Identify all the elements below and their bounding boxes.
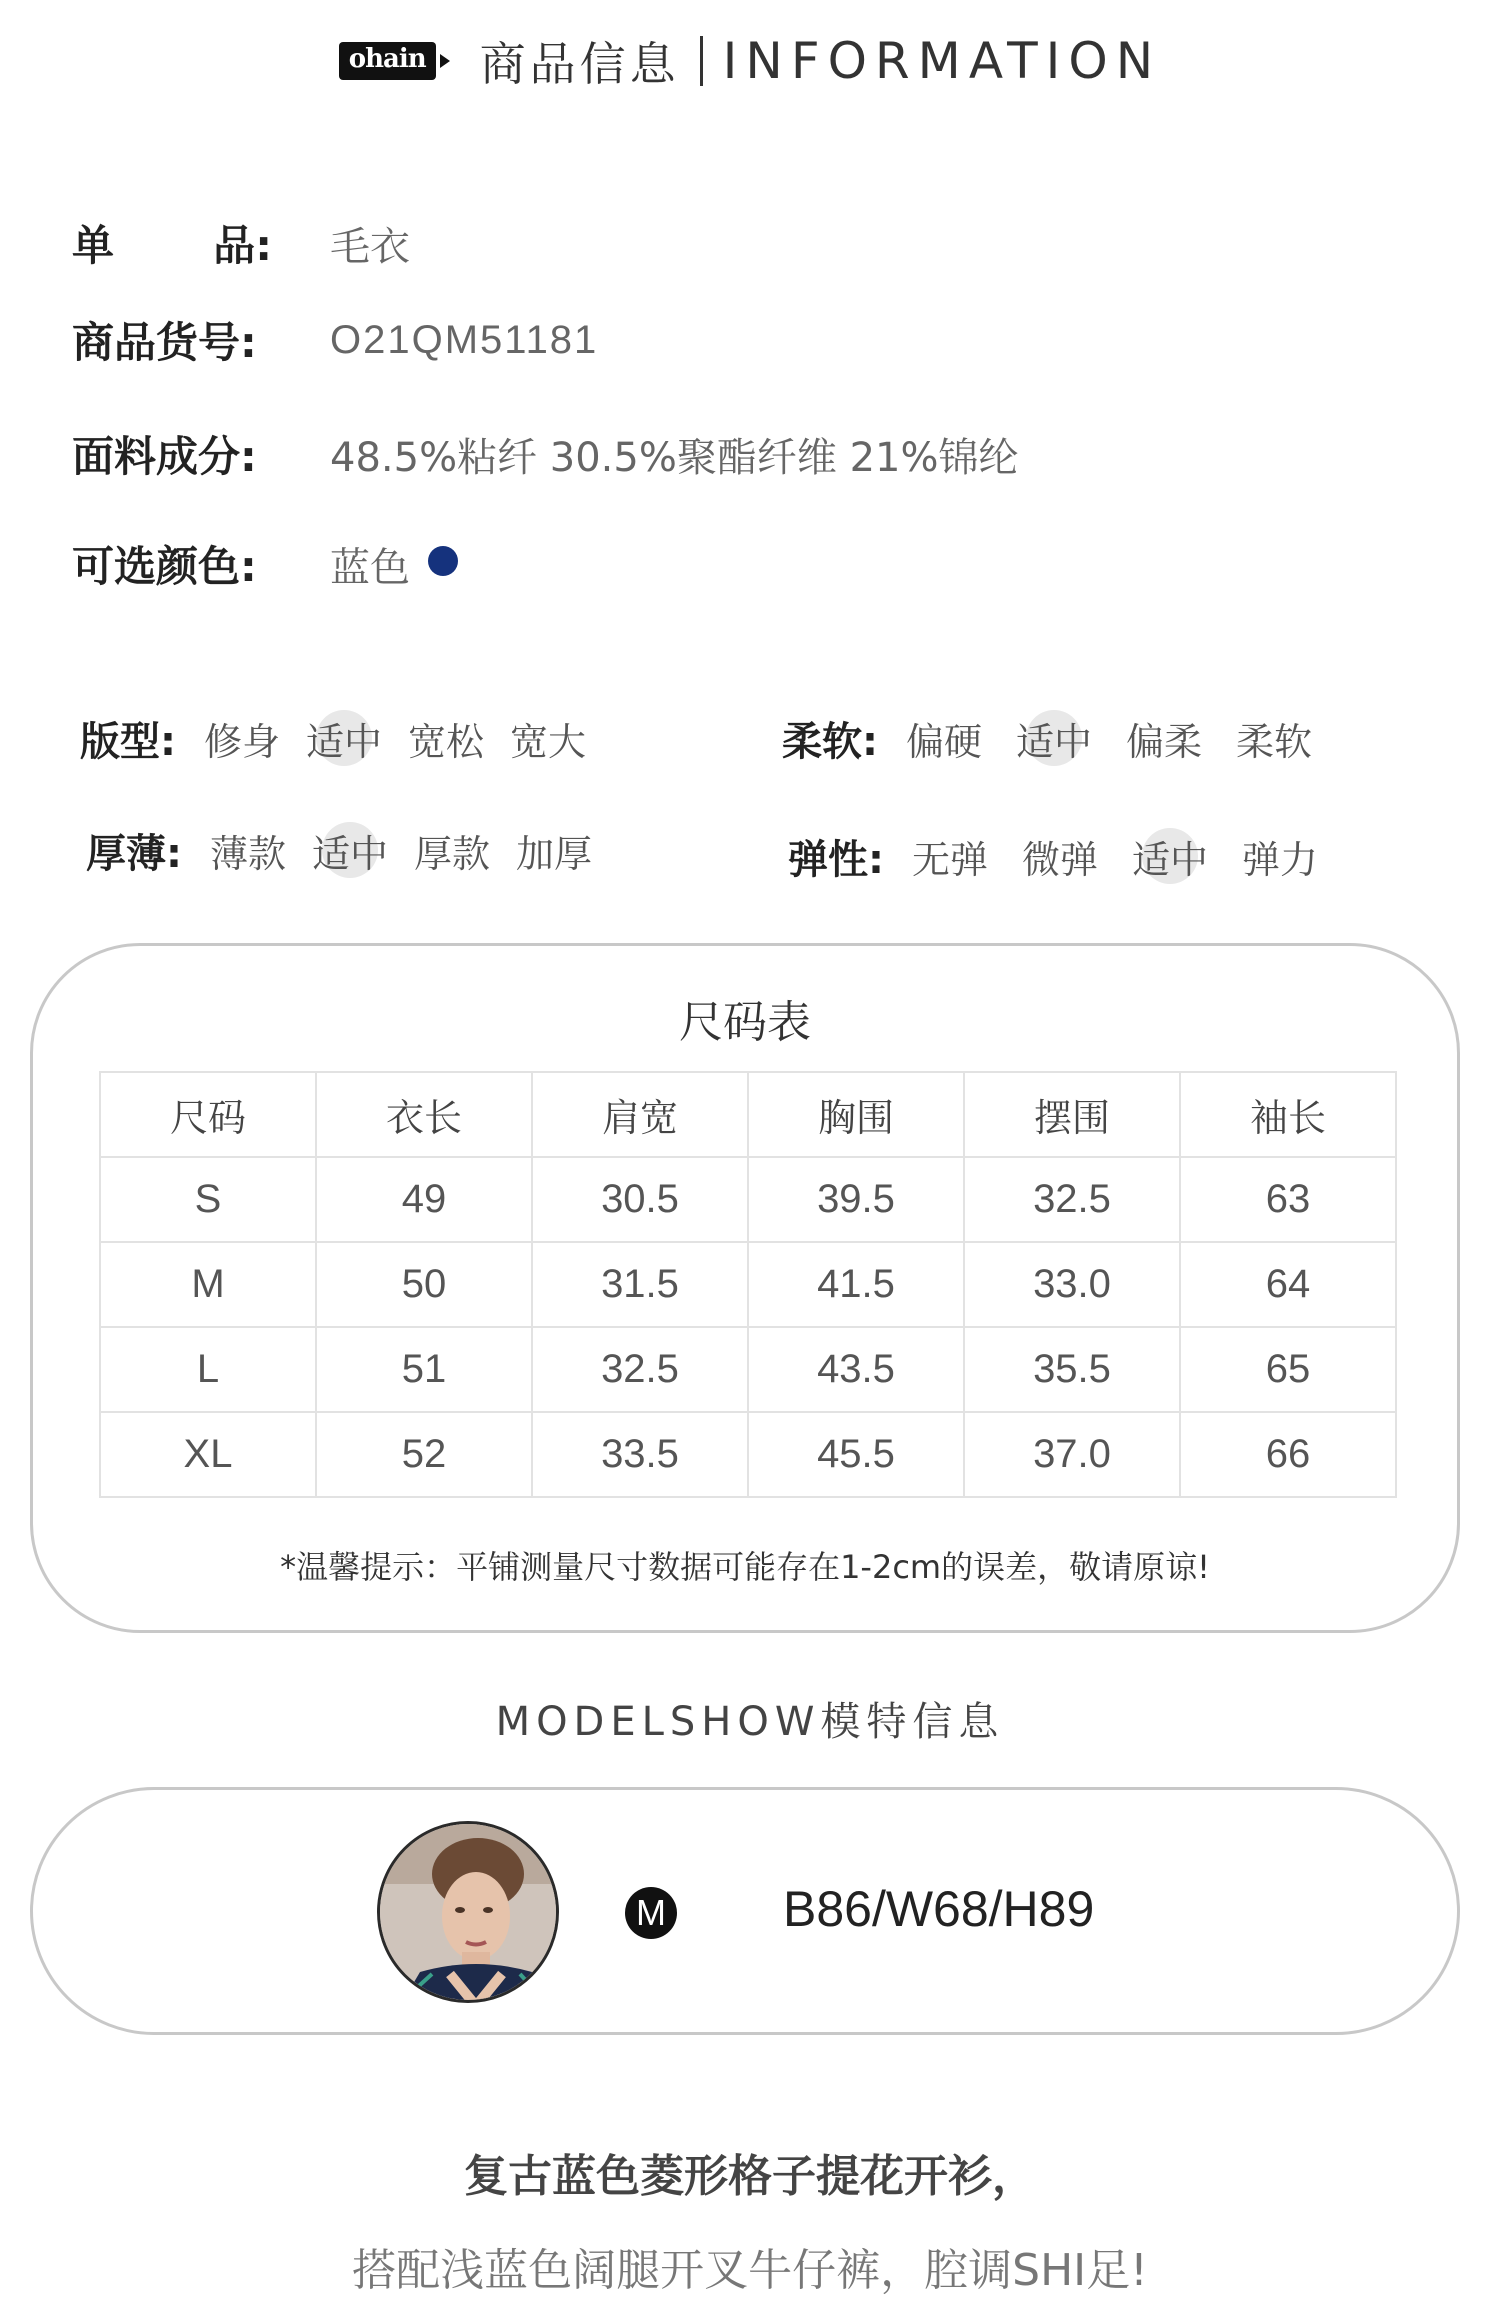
size-cell: M xyxy=(100,1242,316,1327)
size-cell: 30.5 xyxy=(532,1157,748,1242)
info-row-fabric xyxy=(72,424,1018,484)
size-chart-note: *温馨提示：平铺测量尺寸数据可能存在1-2cm的误差，敬请原谅! xyxy=(280,1548,1210,1586)
item-label-right: 品: xyxy=(213,221,272,270)
size-cell: 52 xyxy=(316,1412,532,1497)
brand-logo xyxy=(339,42,450,80)
attr-softness-option-selected: 适中 xyxy=(1016,711,1092,766)
size-table-header: 尺码 xyxy=(100,1072,316,1157)
size-cell: 33.0 xyxy=(964,1242,1180,1327)
size-cell: 50 xyxy=(316,1242,532,1327)
size-cell: 31.5 xyxy=(532,1242,748,1327)
item-label xyxy=(72,213,330,273)
size-cell: XL xyxy=(100,1412,316,1497)
page-header xyxy=(0,28,1500,94)
attr-fit-label: 版型: xyxy=(80,718,176,765)
size-cell: 66 xyxy=(1180,1412,1396,1497)
attr-fit-option: 修身 xyxy=(204,719,281,764)
info-row-sku xyxy=(72,310,598,370)
size-table-row xyxy=(100,1327,1396,1412)
attr-thickness-option: 厚款 xyxy=(414,831,491,876)
model-section-title: MODELSHOW模特信息 xyxy=(495,1699,1005,1745)
attr-softness-label: 柔软: xyxy=(782,718,878,765)
size-table-header: 摆围 xyxy=(964,1072,1180,1157)
info-row-color xyxy=(72,534,458,594)
color-label: 可选颜色: xyxy=(72,542,257,591)
attr-fit xyxy=(80,708,586,768)
size-cell: 49 xyxy=(316,1157,532,1242)
info-row-item xyxy=(72,213,410,273)
sku-label: 商品货号: xyxy=(72,318,257,367)
attr-softness xyxy=(782,708,1312,768)
size-chart-title: 尺码表 xyxy=(679,997,811,1048)
attr-thickness-option-selected: 适中 xyxy=(312,823,388,878)
size-cell: S xyxy=(100,1157,316,1242)
model-avatar xyxy=(377,1821,559,2003)
attr-elasticity-option: 无弹 xyxy=(912,837,989,882)
size-table-row xyxy=(100,1242,1396,1327)
attr-softness-option: 偏硬 xyxy=(906,719,983,764)
attr-elasticity xyxy=(788,826,1318,886)
attr-thickness-label: 厚薄: xyxy=(86,830,182,877)
size-table-row xyxy=(100,1412,1396,1497)
attr-elasticity-option: 微弹 xyxy=(1022,837,1099,882)
promo-copy-line-1: 复古蓝色菱形格子提花开衫， xyxy=(464,2151,1036,2202)
attr-fit-option: 宽大 xyxy=(510,719,587,764)
size-table xyxy=(99,1071,1397,1498)
header-divider xyxy=(700,36,703,86)
color-swatch[interactable] xyxy=(428,546,458,576)
model-portrait-icon xyxy=(380,1824,559,2003)
attr-thickness-option: 加厚 xyxy=(516,831,593,876)
logo-arrow-icon xyxy=(440,54,450,68)
color-value: 蓝色 xyxy=(330,544,410,591)
item-label-left: 单 xyxy=(72,221,115,270)
size-table-row xyxy=(100,1157,1396,1242)
fabric-label: 面料成分: xyxy=(72,432,257,481)
size-cell: 32.5 xyxy=(532,1327,748,1412)
attr-elasticity-option-selected: 适中 xyxy=(1132,829,1208,884)
size-table-header: 袖长 xyxy=(1180,1072,1396,1157)
size-cell: 37.0 xyxy=(964,1412,1180,1497)
size-cell: 51 xyxy=(316,1327,532,1412)
attr-fit-option-selected: 适中 xyxy=(306,711,382,766)
size-cell: 35.5 xyxy=(964,1327,1180,1412)
size-table-header: 胸围 xyxy=(748,1072,964,1157)
model-info-card xyxy=(30,1787,1460,2035)
attr-thickness xyxy=(86,820,592,880)
attr-elasticity-option: 弹力 xyxy=(1242,837,1319,882)
size-chart-card xyxy=(30,943,1460,1633)
header-title-cn: 商品信息 xyxy=(479,37,680,91)
size-table-header: 肩宽 xyxy=(532,1072,748,1157)
size-cell: 63 xyxy=(1180,1157,1396,1242)
sku-value: O21QM51181 xyxy=(330,317,599,362)
attr-softness-option: 偏柔 xyxy=(1126,719,1203,764)
item-value: 毛衣 xyxy=(330,223,410,270)
attr-softness-option: 柔软 xyxy=(1236,719,1313,764)
model-size-badge: M xyxy=(625,1887,677,1939)
size-cell: 65 xyxy=(1180,1327,1396,1412)
logo-text: ohain xyxy=(339,42,436,80)
attr-elasticity-label: 弹性: xyxy=(788,836,884,883)
size-cell: 41.5 xyxy=(748,1242,964,1327)
size-cell: 43.5 xyxy=(748,1327,964,1412)
size-cell: 32.5 xyxy=(964,1157,1180,1242)
attr-thickness-option: 薄款 xyxy=(210,831,287,876)
size-cell: 39.5 xyxy=(748,1157,964,1242)
model-measurements: B86/W68/H89 xyxy=(783,1881,1095,1937)
size-table-header: 衣长 xyxy=(316,1072,532,1157)
attr-fit-option: 宽松 xyxy=(408,719,485,764)
size-cell: 64 xyxy=(1180,1242,1396,1327)
size-table-header-row xyxy=(100,1072,1396,1157)
header-title-en: INFORMATION xyxy=(722,32,1162,90)
promo-copy-line-2: 搭配浅蓝色阔腿开叉牛仔裤，腔调SHI足! xyxy=(352,2245,1148,2296)
fabric-value: 48.5%粘纤 30.5%聚酯纤维 21%锦纶 xyxy=(330,434,1019,481)
size-cell: 45.5 xyxy=(748,1412,964,1497)
size-cell: L xyxy=(100,1327,316,1412)
size-cell: 33.5 xyxy=(532,1412,748,1497)
